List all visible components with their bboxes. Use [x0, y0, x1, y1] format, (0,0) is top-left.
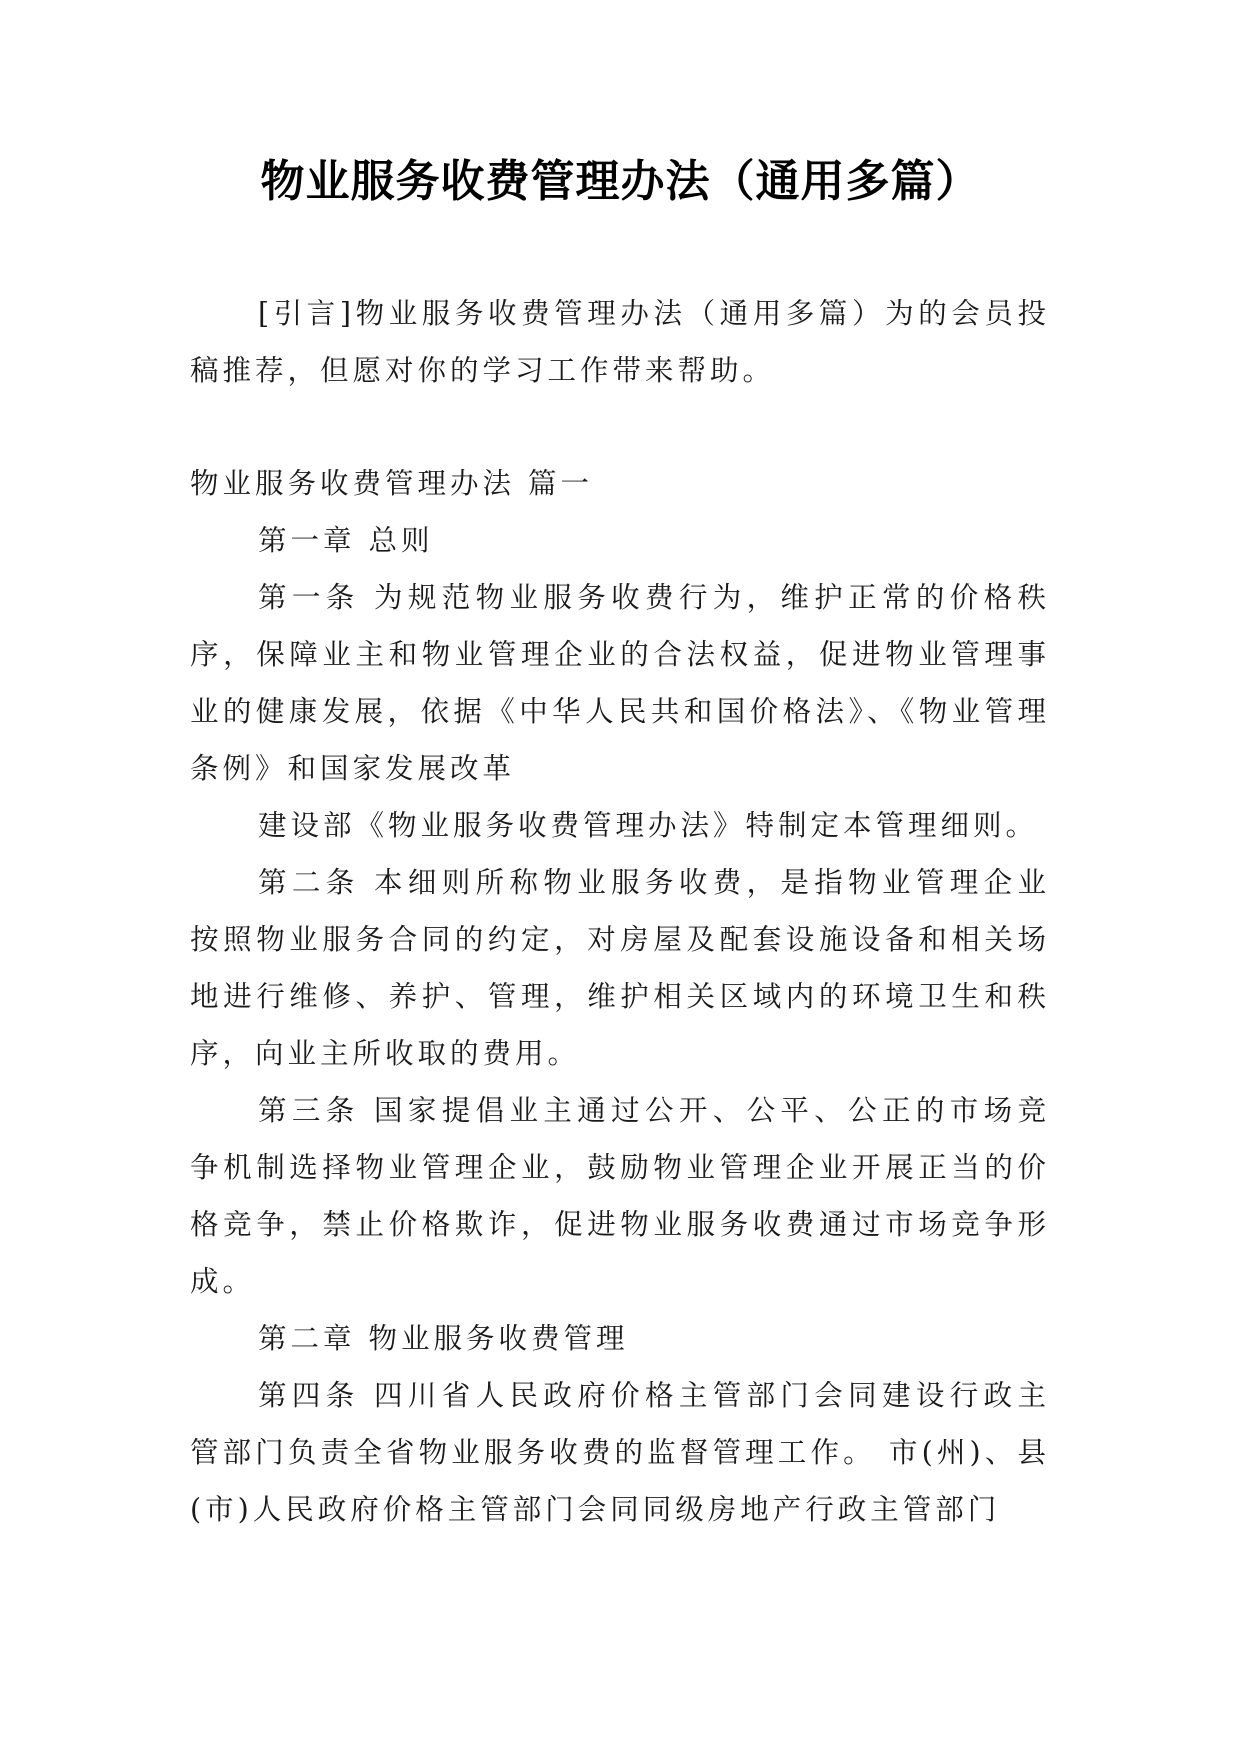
- intro-paragraph: [引言]物业服务收费管理办法（通用多篇）为的会员投稿推荐，但愿对你的学习工作带来帮助。: [190, 297, 1050, 387]
- article-paragraph: 建设部《物业服务收费管理办法》特制定本管理细则。: [258, 809, 1039, 842]
- article-paragraph: 第四条 四川省人民政府价格主管部门会同建设行政主管部门负责全省物业服务收费的监督管理工作。 市(州)、县(市)人民政府价格主管部门会同同级房地产行政主管部门: [190, 1379, 1050, 1526]
- section-heading: 物业服务收费管理办法 篇一: [190, 467, 594, 500]
- article-paragraph: 第二条 本细则所称物业服务收费，是指物业管理企业按照物业服务合同的约定，对房屋及配套设施设备和相关场地进行维修、养护、管理，维护相关区域内的环境卫生和秩序，向业主所收取的费用。: [190, 866, 1050, 1070]
- spacer: [190, 399, 1050, 455]
- article-paragraph: 第一条 为规范物业服务收费行为，维护正常的价格秩序，保障业主和物业管理企业的合法权益，促进物业管理事业的健康发展，依据《中华人民共和国价格法》、《物业管理条例》和国家发展改革: [190, 581, 1050, 785]
- chapter-heading: 第一章 总则: [258, 524, 434, 557]
- document-body: [190, 285, 1050, 1538]
- article-paragraph: 第三条 国家提倡业主通过公开、公平、公正的市场竞争机制选择物业管理企业，鼓励物业管理企业开展正当的价格竞争，禁止价格欺诈，促进物业服务收费通过市场竞争形成。: [190, 1094, 1050, 1298]
- chapter-heading: 第二章 物业服务收费管理: [258, 1322, 629, 1355]
- document-title: 物业服务收费管理办法（通用多篇）: [260, 156, 981, 207]
